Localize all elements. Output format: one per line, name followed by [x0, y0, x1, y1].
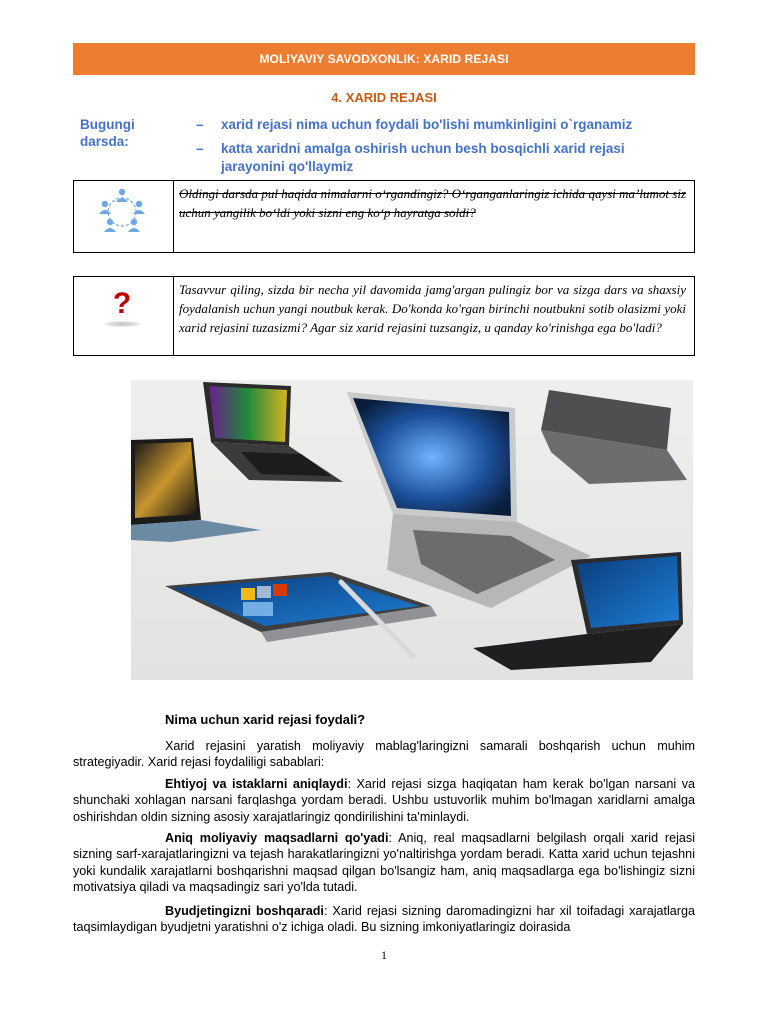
page-number: 1	[381, 948, 387, 962]
intro-paragraph: Xarid rejasini yaratish moliyaviy mablag'laringizni samarali boshqarish uchun muhim strategiyadir. Xarid rejasi foydaliligi sabablari:	[73, 739, 695, 770]
question-mark-icon: ?	[112, 287, 132, 320]
objectives-label: Bugungi darsda:	[80, 117, 135, 149]
scenario-text: Tasavvur qiling, sizda bir necha yil davomida jamg'argan pulingiz bor va sizga dars va shaxsiy foydalanish uchun yangi noutbuk kerak. Do'konda ko'rgan birinchi noutbukni sotib olasizmi yoki xarid rejasini tuzasizmi? Agar siz xarid rejasini tuzsangiz, u qanday ko'rinishga ega bo'ladi?	[179, 282, 686, 335]
header-banner: MOLIYAVIY SAVODXONLIK: XARID REJASI	[73, 43, 695, 75]
reason-term: Byudjetingizni boshqaradi	[165, 904, 324, 918]
review-box	[73, 180, 695, 253]
reason-text: : Xarid rejasi sizning daromadingizni har xil toifadagi xarajatlarga taqsimlaydigan byudjetni yaratishni o'z ichiga oladi. Bu sizning imkoniyatlaringiz doirasida	[73, 904, 696, 935]
reason-paragraph	[73, 830, 695, 895]
reason-term: Ehtiyoj va istaklarni aniqlaydi	[165, 777, 348, 791]
review-icon-cell	[74, 181, 174, 252]
laptops-photo	[131, 380, 693, 680]
lesson-title: 4. XARID REJASI	[331, 90, 437, 105]
review-question-text: Oldingi darsda pul haqida nimalarni o‘rgandingiz? O‘rganganlaringiz ichida qaysi ma’lumot siz uchun yangilik bo‘ldi yoki sizni eng ko‘p hayratga soldi?	[179, 186, 686, 220]
question-mark-shadow	[104, 321, 140, 327]
reason-term: Aniq moliyaviy maqsadlarni qo'yadi	[165, 831, 389, 845]
objective-text: katta xaridni amalga oshirish uchun besh bosqichli xarid rejasi jarayonini qo'llaymiz	[221, 141, 625, 174]
objective-dash: –	[196, 117, 204, 132]
question-box	[73, 276, 695, 356]
group-discussion-icon	[92, 187, 152, 237]
reason-text: : Xarid rejasi sizga haqiqatan ham kerak bo'lgan narsani va shunchaki xohlagan narsani farqlashga yordam beradi. Ushbu ustuvorlik muhim bo'lmagan xaridlarni amalga oshirishdan oldin sizning asosiy xarajatlaringiz qondirilishini ta'minlaydi.	[73, 777, 695, 824]
objective-text: xarid rejasi nima uchun foydali bo'lishi mumkinligini o`rganamiz	[221, 117, 633, 132]
reason-text: : Aniq, real maqsadlarni belgilash orqali xarid rejasi sizning sarf-xarajatlaringizni va tejash harakatlaringizni yo'naltirishga yordam beradi. Katta xarid uchun tejashni yoki kundalik xarajatlarni boshqarishni maqsad qilgan bo'lsangiz ham, aniq maqsadlarga ega bo'lishingiz sizni motivatsiya qiladi va maqsadingiz sari yo'lda tutadi.	[73, 831, 695, 894]
question-icon-cell	[74, 277, 174, 355]
reason-paragraph	[73, 776, 695, 825]
objective-item	[196, 116, 676, 134]
objective-item	[196, 140, 676, 176]
laptops-image	[131, 380, 693, 680]
objective-dash: –	[196, 141, 204, 156]
reason-paragraph	[73, 903, 695, 936]
section-heading: Nima uchun xarid rejasi foydali?	[165, 712, 366, 727]
